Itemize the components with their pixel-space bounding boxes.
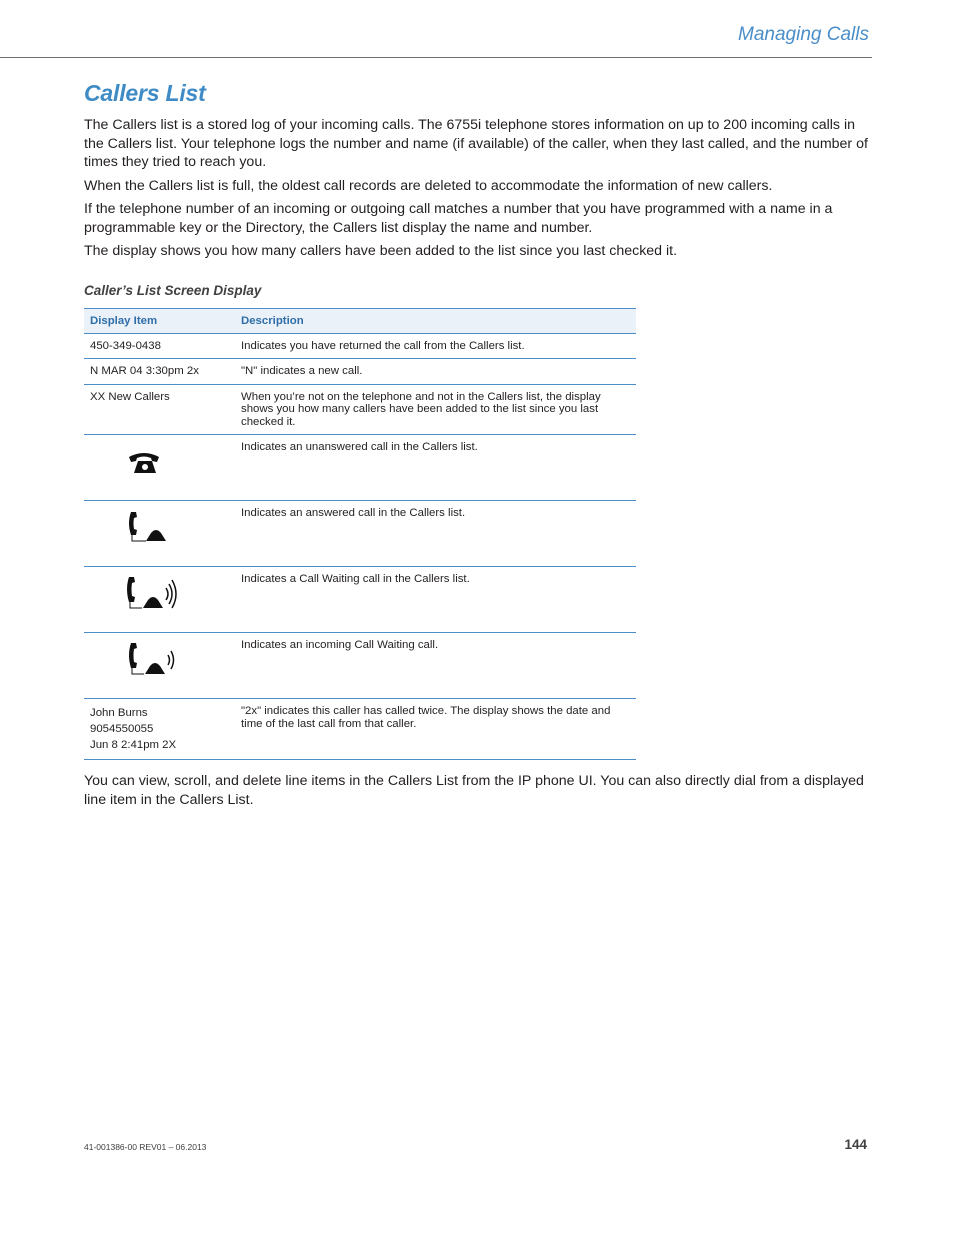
description-cell: Indicates you have returned the call from the Callers list.	[235, 333, 636, 359]
table-row	[84, 359, 636, 385]
caller-date: Jun 8 2:41pm 2X	[90, 739, 177, 752]
display-item-cell: N MAR 04 3:30pm 2x	[84, 359, 235, 385]
description-cell: "N" indicates a new call.	[235, 359, 636, 385]
display-item-cell: XX New Callers	[84, 384, 235, 435]
table-row	[84, 384, 636, 435]
table-row	[84, 435, 636, 501]
running-header: Managing Calls	[738, 24, 869, 45]
description-cell: Indicates an unanswered call in the Callers list.	[235, 435, 636, 501]
incoming-call-waiting-icon	[124, 641, 194, 681]
description-cell: Indicates a Call Waiting call in the Callers list.	[235, 567, 636, 633]
display-item-cell	[84, 567, 235, 633]
caller-number: 9054550055	[90, 723, 154, 736]
page-number: 144	[844, 1137, 867, 1152]
display-item-cell	[84, 699, 235, 760]
table-row	[84, 699, 636, 760]
description-cell: When you’re not on the telephone and not in the Callers list, the display shows you how many callers have been added to the list since you last checked it.	[235, 384, 636, 435]
call-waiting-icon	[124, 575, 194, 615]
display-item-cell	[84, 633, 235, 699]
matching-number-paragraph: If the telephone number of an incoming or outgoing call matches a number that you have programmed with a name in a programmable key or the Directory, the Callers list display the name and number.	[84, 201, 833, 236]
display-count-paragraph: The display shows you how many callers have been added to the list since you last checked it.	[84, 243, 678, 259]
full-list-paragraph: When the Callers list is full, the oldest call records are deleted to accommodate the information of new callers.	[84, 177, 773, 194]
header-rule	[0, 57, 872, 58]
footer-doc-id: 41-001386-00 REV01 – 06.2013	[84, 1142, 207, 1152]
display-item-cell	[84, 501, 235, 567]
closing-paragraph: You can view, scroll, and delete line items in the Callers List from the IP phone UI. You can also directly dial from a displayed line item in the Callers List.	[84, 773, 864, 808]
intro-paragraph: The Callers list is a stored log of your incoming calls. The 6755i telephone stores information on up to 200 incoming calls in the Callers list. Your telephone logs the number and name (if available) of the caller, when they last called, and the number of times they tried to reach you.	[84, 117, 868, 170]
unanswered-call-icon	[124, 443, 194, 483]
display-item-cell: 450-349-0438	[84, 333, 235, 359]
table-row	[84, 633, 636, 699]
description-cell: Indicates an answered call in the Callers list.	[235, 501, 636, 567]
table-row	[84, 501, 636, 567]
table-header-row	[84, 308, 636, 333]
description-cell: Indicates an incoming Call Waiting call.	[235, 633, 636, 699]
table-row	[84, 333, 636, 359]
page-content	[84, 80, 868, 814]
display-item-cell	[84, 435, 235, 501]
header-description: Description	[235, 308, 636, 333]
header-display-item: Display Item	[84, 308, 235, 333]
page-title: Callers List	[84, 80, 206, 106]
table-row	[84, 567, 636, 633]
callers-list-table	[84, 308, 636, 761]
answered-call-icon	[124, 509, 194, 549]
table-caption: Caller’s List Screen Display	[84, 282, 262, 298]
description-cell: "2x" indicates this caller has called twice. The display shows the date and time of the last call from that caller.	[235, 699, 636, 760]
caller-name: John Burns	[90, 707, 148, 720]
